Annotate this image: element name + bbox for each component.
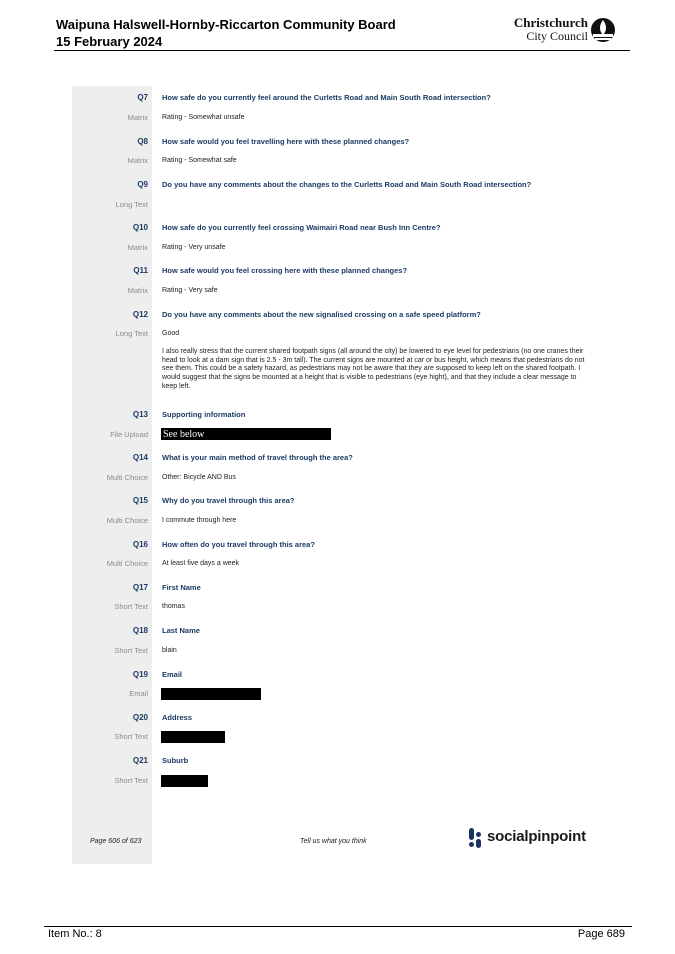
question-answer: thomas — [162, 603, 185, 610]
question-number: Q14 — [132, 453, 148, 462]
question-number: Q9 — [137, 180, 148, 189]
question-answer: Rating - Very safe — [162, 287, 218, 294]
question-text: First Name — [162, 583, 201, 592]
question-number: Q16 — [132, 540, 148, 549]
question-type: Multi Choice — [106, 516, 148, 525]
question-type: Short Text — [114, 602, 148, 611]
meeting-date: 15 February 2024 — [56, 34, 163, 49]
question-type: Multi Choice — [106, 559, 148, 568]
question-type: Matrix — [127, 286, 148, 295]
board-title: Waipuna Halswell-Hornby-Riccarton Community Board — [56, 17, 396, 32]
page-header — [0, 0, 675, 52]
question-number: Q10 — [132, 223, 148, 232]
question-answer: Rating - Very unsafe — [162, 244, 226, 251]
question-type: Long Text — [115, 200, 148, 209]
redaction-box — [161, 731, 225, 743]
question-number: Q21 — [132, 756, 148, 765]
long-text-answer: I also really stress that the current shared footpath signs (all around the city) be lowered to eye level for pedestrians (no one cranes their head to look at a dam sign that is 2.5 - 3m tall). The current signs are mounted at car or bus height, which means that pedestrians do not see them. This could be a safety hazard, as pedestrians may not be aware that they are supposed to keep left on the shared footpath. I would suggest that the signs be mounted at a height that is visible to pedestrians (eye hight), and that they include a clear message to keep left. — [162, 348, 585, 390]
question-answer: Other: Bicycle AND Bus — [162, 474, 236, 481]
question-answer: blain — [162, 647, 177, 654]
pinpoint-bars-icon — [469, 828, 483, 848]
header-rule — [54, 50, 630, 51]
question-number: Q18 — [132, 626, 148, 635]
survey-page — [72, 86, 612, 866]
question-text: Do you have any comments about the changes to the Curletts Road and Main South Road intersection? — [162, 180, 532, 189]
question-type: Matrix — [127, 243, 148, 252]
question-number: Q19 — [132, 670, 148, 679]
question-type: Matrix — [127, 156, 148, 165]
question-text: How safe do you currently feel around the Curletts Road and Main South Road intersection? — [162, 93, 491, 102]
question-type: Short Text — [114, 732, 148, 741]
question-type: Email — [129, 689, 148, 698]
question-type: File Upload — [110, 430, 148, 439]
question-type: Short Text — [114, 646, 148, 655]
question-number: Q13 — [132, 410, 148, 419]
question-number: Q8 — [137, 137, 148, 146]
question-number: Q15 — [132, 496, 148, 505]
question-answer: Rating - Somewhat safe — [162, 157, 237, 164]
question-answer: At least five days a week — [162, 560, 240, 567]
council-logo-line1: Christchurch — [513, 15, 588, 30]
question-number: Q17 — [132, 583, 148, 592]
redacted-file-label: See below — [163, 429, 205, 440]
council-emblem-icon — [590, 17, 616, 43]
question-type: Matrix — [127, 113, 148, 122]
redaction-box — [161, 775, 208, 787]
socialpinpoint-logo — [469, 826, 599, 850]
council-logo — [512, 16, 620, 46]
question-text: Do you have any comments about the new signalised crossing on a safe speed platform? — [162, 310, 481, 319]
question-text: Last Name — [162, 626, 200, 635]
question-answer: I commute through here — [162, 517, 237, 524]
question-text: How safe would you feel travelling here with these planned changes? — [162, 137, 410, 146]
redaction-box — [161, 688, 261, 700]
page-number: Page 689 — [577, 928, 625, 940]
question-text: How safe do you currently feel crossing Waimairi Road near Bush Inn Centre? — [162, 223, 441, 232]
question-type: Short Text — [114, 776, 148, 785]
question-number: Q7 — [137, 93, 148, 102]
socialpinpoint-wordmark: socialpinpoint — [487, 828, 586, 845]
question-type: Multi Choice — [106, 473, 148, 482]
item-number: Item No.: 8 — [48, 928, 102, 940]
council-logo-line2: City Council — [526, 29, 588, 43]
question-number: Q20 — [132, 713, 148, 722]
question-answer: Rating - Somewhat unsafe — [162, 114, 245, 121]
question-text: How safe would you feel crossing here with these planned changes? — [162, 266, 408, 275]
question-text: How often do you travel through this area? — [162, 540, 315, 549]
question-text: Suburb — [162, 756, 189, 765]
question-text: Why do you travel through this area? — [162, 496, 295, 505]
question-type: Long Text — [115, 329, 148, 338]
question-text: Supporting information — [162, 410, 246, 419]
survey-page-number: Page 606 of 623 — [90, 838, 142, 845]
redaction-box — [161, 428, 331, 440]
question-text: Email — [162, 670, 183, 679]
question-text: Address — [162, 713, 193, 722]
question-answer: Good — [162, 330, 180, 337]
footer-rule — [44, 926, 632, 927]
question-number: Q11 — [133, 266, 148, 275]
question-number: Q12 — [132, 310, 148, 319]
survey-tagline: Tell us what you think — [300, 838, 367, 845]
question-text: What is your main method of travel through the area? — [162, 453, 353, 462]
